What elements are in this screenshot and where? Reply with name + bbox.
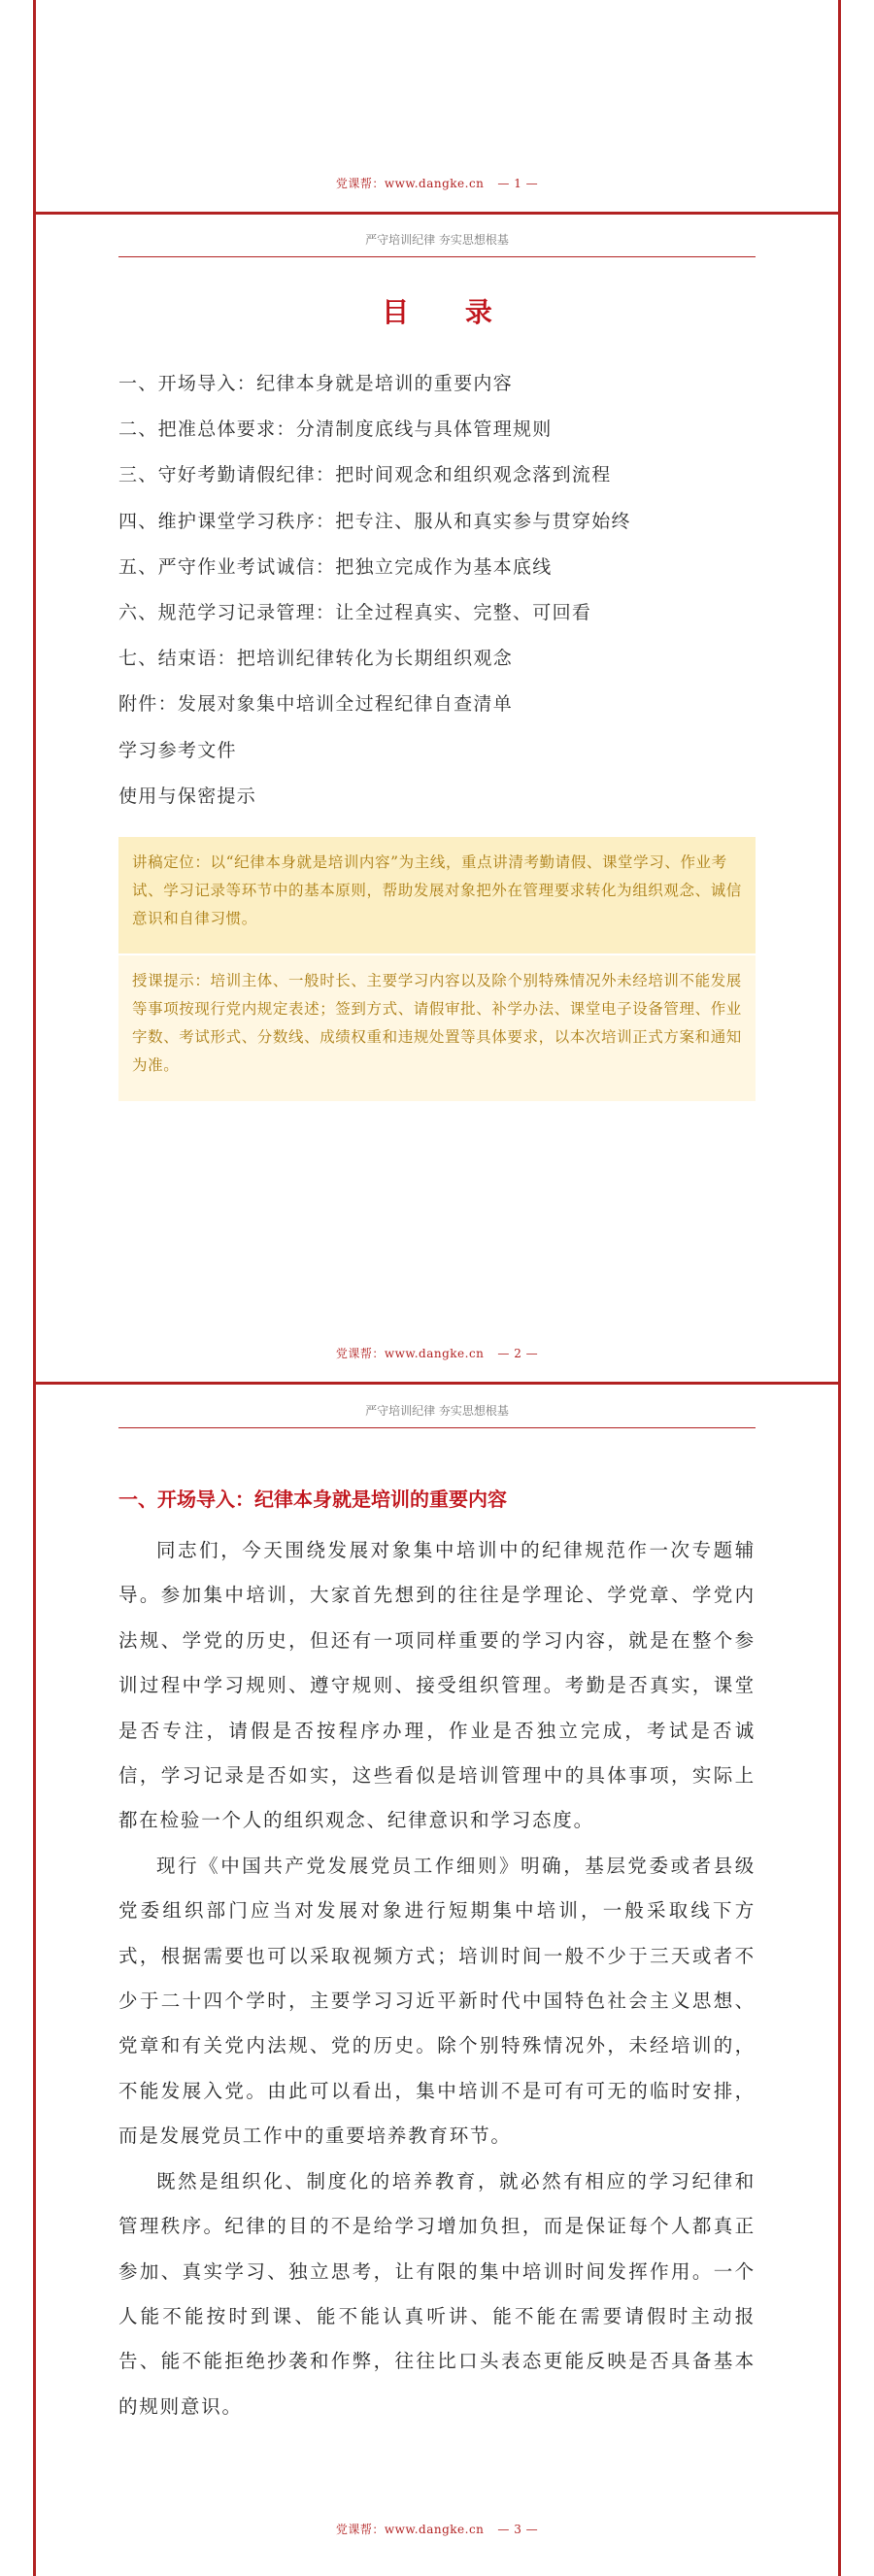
section-title: 一、开场导入：纪律本身就是培训的重要内容 <box>118 1488 507 1511</box>
teaching-tips-note: 授课提示：培训主体、一般时长、主要学习内容以及除个别特殊情况外未经培训不能发展等事项按现行党内规定表述；签到方式、请假审批、补学办法、课堂电子设备管理、作业字数、考试形式、分数线、成绩权重和违规处置等具体要求，以本次培训正式方案和通知为准。 <box>118 955 756 1101</box>
page-number: — 2 — <box>497 1347 539 1360</box>
toc-item[interactable]: 四、维护课堂学习秩序：把专注、服从和真实参与贯穿始终 <box>118 510 631 532</box>
site-label: 党课帮：www.dangke.cn <box>335 177 485 190</box>
toc-item[interactable]: 使用与保密提示 <box>118 785 257 807</box>
toc-item[interactable]: 三、守好考勤请假纪律：把时间观念和组织观念落到流程 <box>118 464 612 486</box>
page-number: — 3 — <box>497 2523 539 2536</box>
body-paragraph: 现行《中国共产党发展党员工作细则》明确，基层党委或者县级党委组织部门应当对发展对象进行短期集中培训，一般采取线下方式，根据需要也可以采取视频方式；培训时间一般不少于三天或者不少于二十四个学时，主要学习习近平新时代中国特色社会主义思想、党章和有关党内法规、党的历史。除个别特殊情况外，未经培训的，不能发展入党。由此可以看出，集中培训不是可有可无的临时安排，而是发展党员工作中的重要培养教育环节。 <box>118 1854 756 2148</box>
toc-item[interactable]: 六、规范学习记录管理：让全过程真实、完整、可回看 <box>118 601 592 623</box>
page-footer <box>33 175 841 191</box>
positioning-note: 讲稿定位：以“纪律本身就是培训内容”为主线，重点讲清考勤请假、课堂学习、作业考试、学习记录等环节中的基本原则，帮助发展对象把外在管理要求转化为组织观念、诚信意识和自律习惯。 <box>118 837 756 953</box>
page-frame-left <box>33 0 36 2576</box>
section-body <box>118 1528 756 2429</box>
toc-item[interactable]: 七、结束语：把培训纪律转化为长期组织观念 <box>118 648 514 670</box>
toc-title: 目 录 <box>382 296 516 328</box>
page-header: 严守培训纪律 夯实思想根基 <box>118 1402 756 1428</box>
site-label: 党课帮：www.dangke.cn <box>335 2523 485 2536</box>
table-of-contents <box>118 361 756 820</box>
site-label: 党课帮：www.dangke.cn <box>335 1347 485 1360</box>
toc-item[interactable]: 一、开场导入：纪律本身就是培训的重要内容 <box>118 373 514 394</box>
toc-item[interactable]: 附件：发展对象集中培训全过程纪律自查清单 <box>118 693 514 716</box>
page-number: — 1 — <box>497 177 539 190</box>
body-paragraph: 既然是组织化、制度化的培养教育，就必然有相应的学习纪律和管理秩序。纪律的目的不是给学习增加负担，而是保证每个人都真正参加、真实学习、独立思考，让有限的集中培训时间发挥作用。一个人能不能按时到课、能不能认真听讲、能不能在需要请假时主动报告、能不能拒绝抄袭和作弊，往往比口头表态更能反映是否具备基本的规则意识。 <box>118 2169 756 2418</box>
page-footer <box>33 2521 841 2537</box>
toc-item[interactable]: 学习参考文件 <box>118 739 237 761</box>
body-paragraph: 同志们，今天围绕发展对象集中培训中的纪律规范作一次专题辅导。参加集中培训，大家首先想到的往往是学理论、学党章、学党内法规、学党的历史，但还有一项同样重要的学习内容，就是在整个参训过程中学习规则、遵守规则、接受组织管理。考勤是否真实，课堂是否专注，请假是否按程序办理，作业是否独立完成，考试是否诚信，学习记录是否如实，这些看似是培训管理中的具体事项，实际上都在检验一个人的组织观念、纪律意识和学习态度。 <box>118 1539 756 1832</box>
toc-item[interactable]: 二、把准总体要求：分清制度底线与具体管理规则 <box>118 418 553 441</box>
page-footer <box>33 1345 841 1361</box>
toc-item[interactable]: 五、严守作业考试诚信：把独立完成作为基本底线 <box>118 555 553 578</box>
page-separator <box>33 212 841 215</box>
page-header: 严守培训纪律 夯实思想根基 <box>118 231 756 257</box>
page-separator <box>33 1382 841 1385</box>
page-frame-right <box>838 0 841 2576</box>
